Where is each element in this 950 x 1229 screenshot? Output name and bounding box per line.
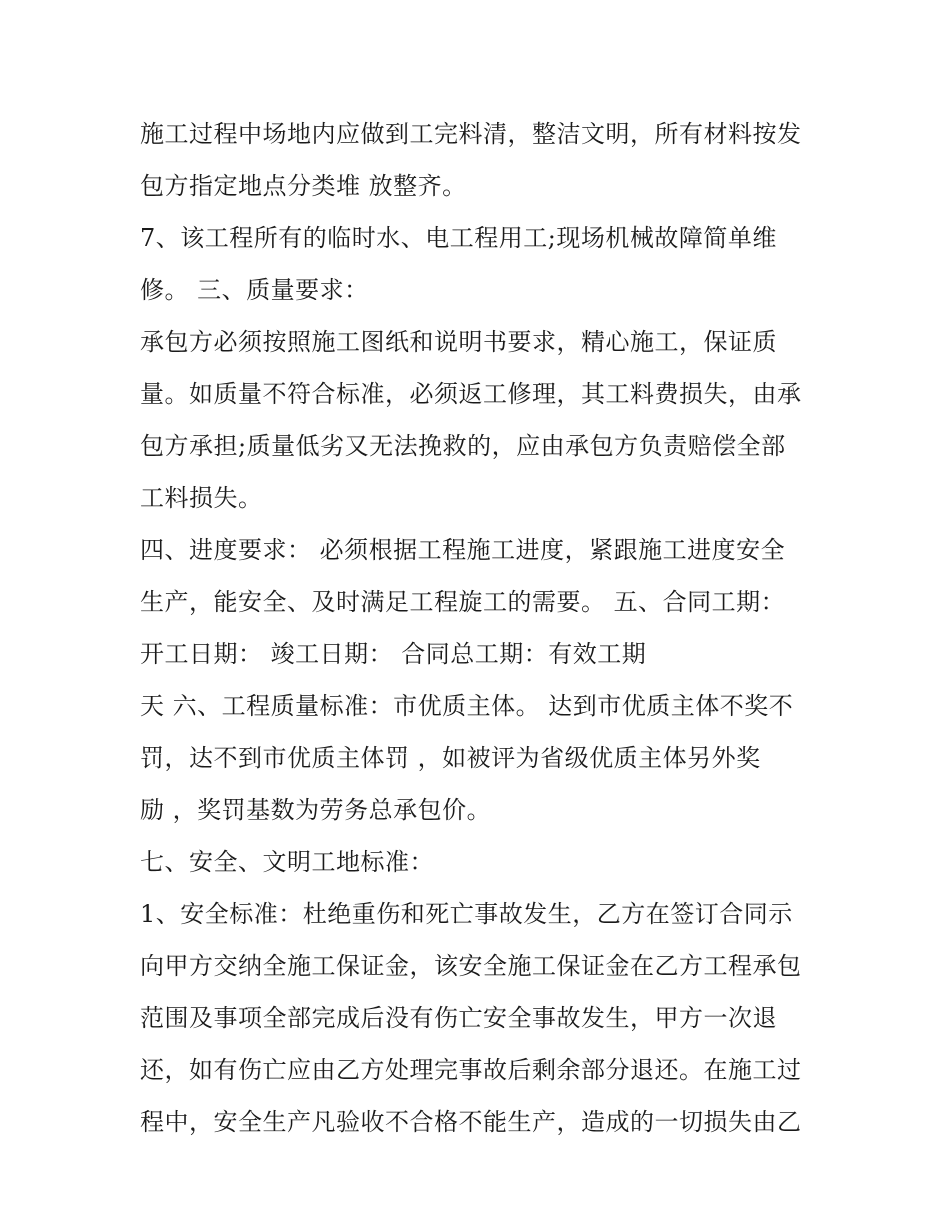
text-line: 程中，安全生产凡验收不合格不能生产，造成的一切损失由乙 bbox=[140, 1108, 802, 1136]
text-line: 四、进度要求： 必须根据工程施工进度，紧跟施工进度安全 bbox=[140, 536, 786, 564]
text-line: 开工日期： 竣工日期： 合同总工期：有效工期 bbox=[140, 640, 647, 668]
text-line: 罚，达不到市优质主体罚 ，如被评为省级优质主体另外奖 bbox=[140, 744, 761, 772]
text-line: 向甲方交纳全施工保证金，该安全施工保证金在乙方工程承包 bbox=[140, 952, 802, 980]
text-line: 七、安全、文明工地标准： bbox=[140, 848, 434, 876]
text-line: 包方承担;质量低劣又无法挽救的，应由承包方负责赔偿全部 bbox=[140, 432, 786, 460]
text-line: 范围及事项全部完成后没有伤亡安全事故发生，甲方一次退 bbox=[140, 1004, 777, 1032]
text-line: 量。如质量不符合标准，必须返工修理，其工料费损失，由承 bbox=[140, 380, 802, 408]
text-line: 天 六、工程质量标准：市优质主体。 达到市优质主体不奖不 bbox=[140, 692, 794, 720]
text-line: 还，如有伤亡应由乙方处理完事故后剩余部分退还。在施工过 bbox=[140, 1056, 802, 1084]
text-line: 承包方必须按照施工图纸和说明书要求，精心施工，保证质 bbox=[140, 328, 777, 356]
text-line: 1、安全标准：杜绝重伤和死亡事故发生，乙方在签订合同示 bbox=[140, 900, 793, 928]
text-line: 施工过程中场地内应做到工完料清，整洁文明，所有材料按发 bbox=[140, 120, 802, 148]
text-line: 包方指定地点分类堆 放整齐。 bbox=[140, 172, 467, 200]
document-body bbox=[140, 108, 830, 1148]
text-line: 修。 三、质量要求： bbox=[140, 276, 369, 304]
text-line: 生产，能安全、及时满足工程旋工的需要。 五、合同工期： bbox=[140, 588, 786, 616]
text-line: 工料损失。 bbox=[140, 484, 263, 512]
text-line: 7、该工程所有的临时水、电工程用工;现场机械故障简单维 bbox=[140, 224, 777, 252]
text-line: 励 ，奖罚基数为劳务总承包价。 bbox=[140, 796, 492, 824]
